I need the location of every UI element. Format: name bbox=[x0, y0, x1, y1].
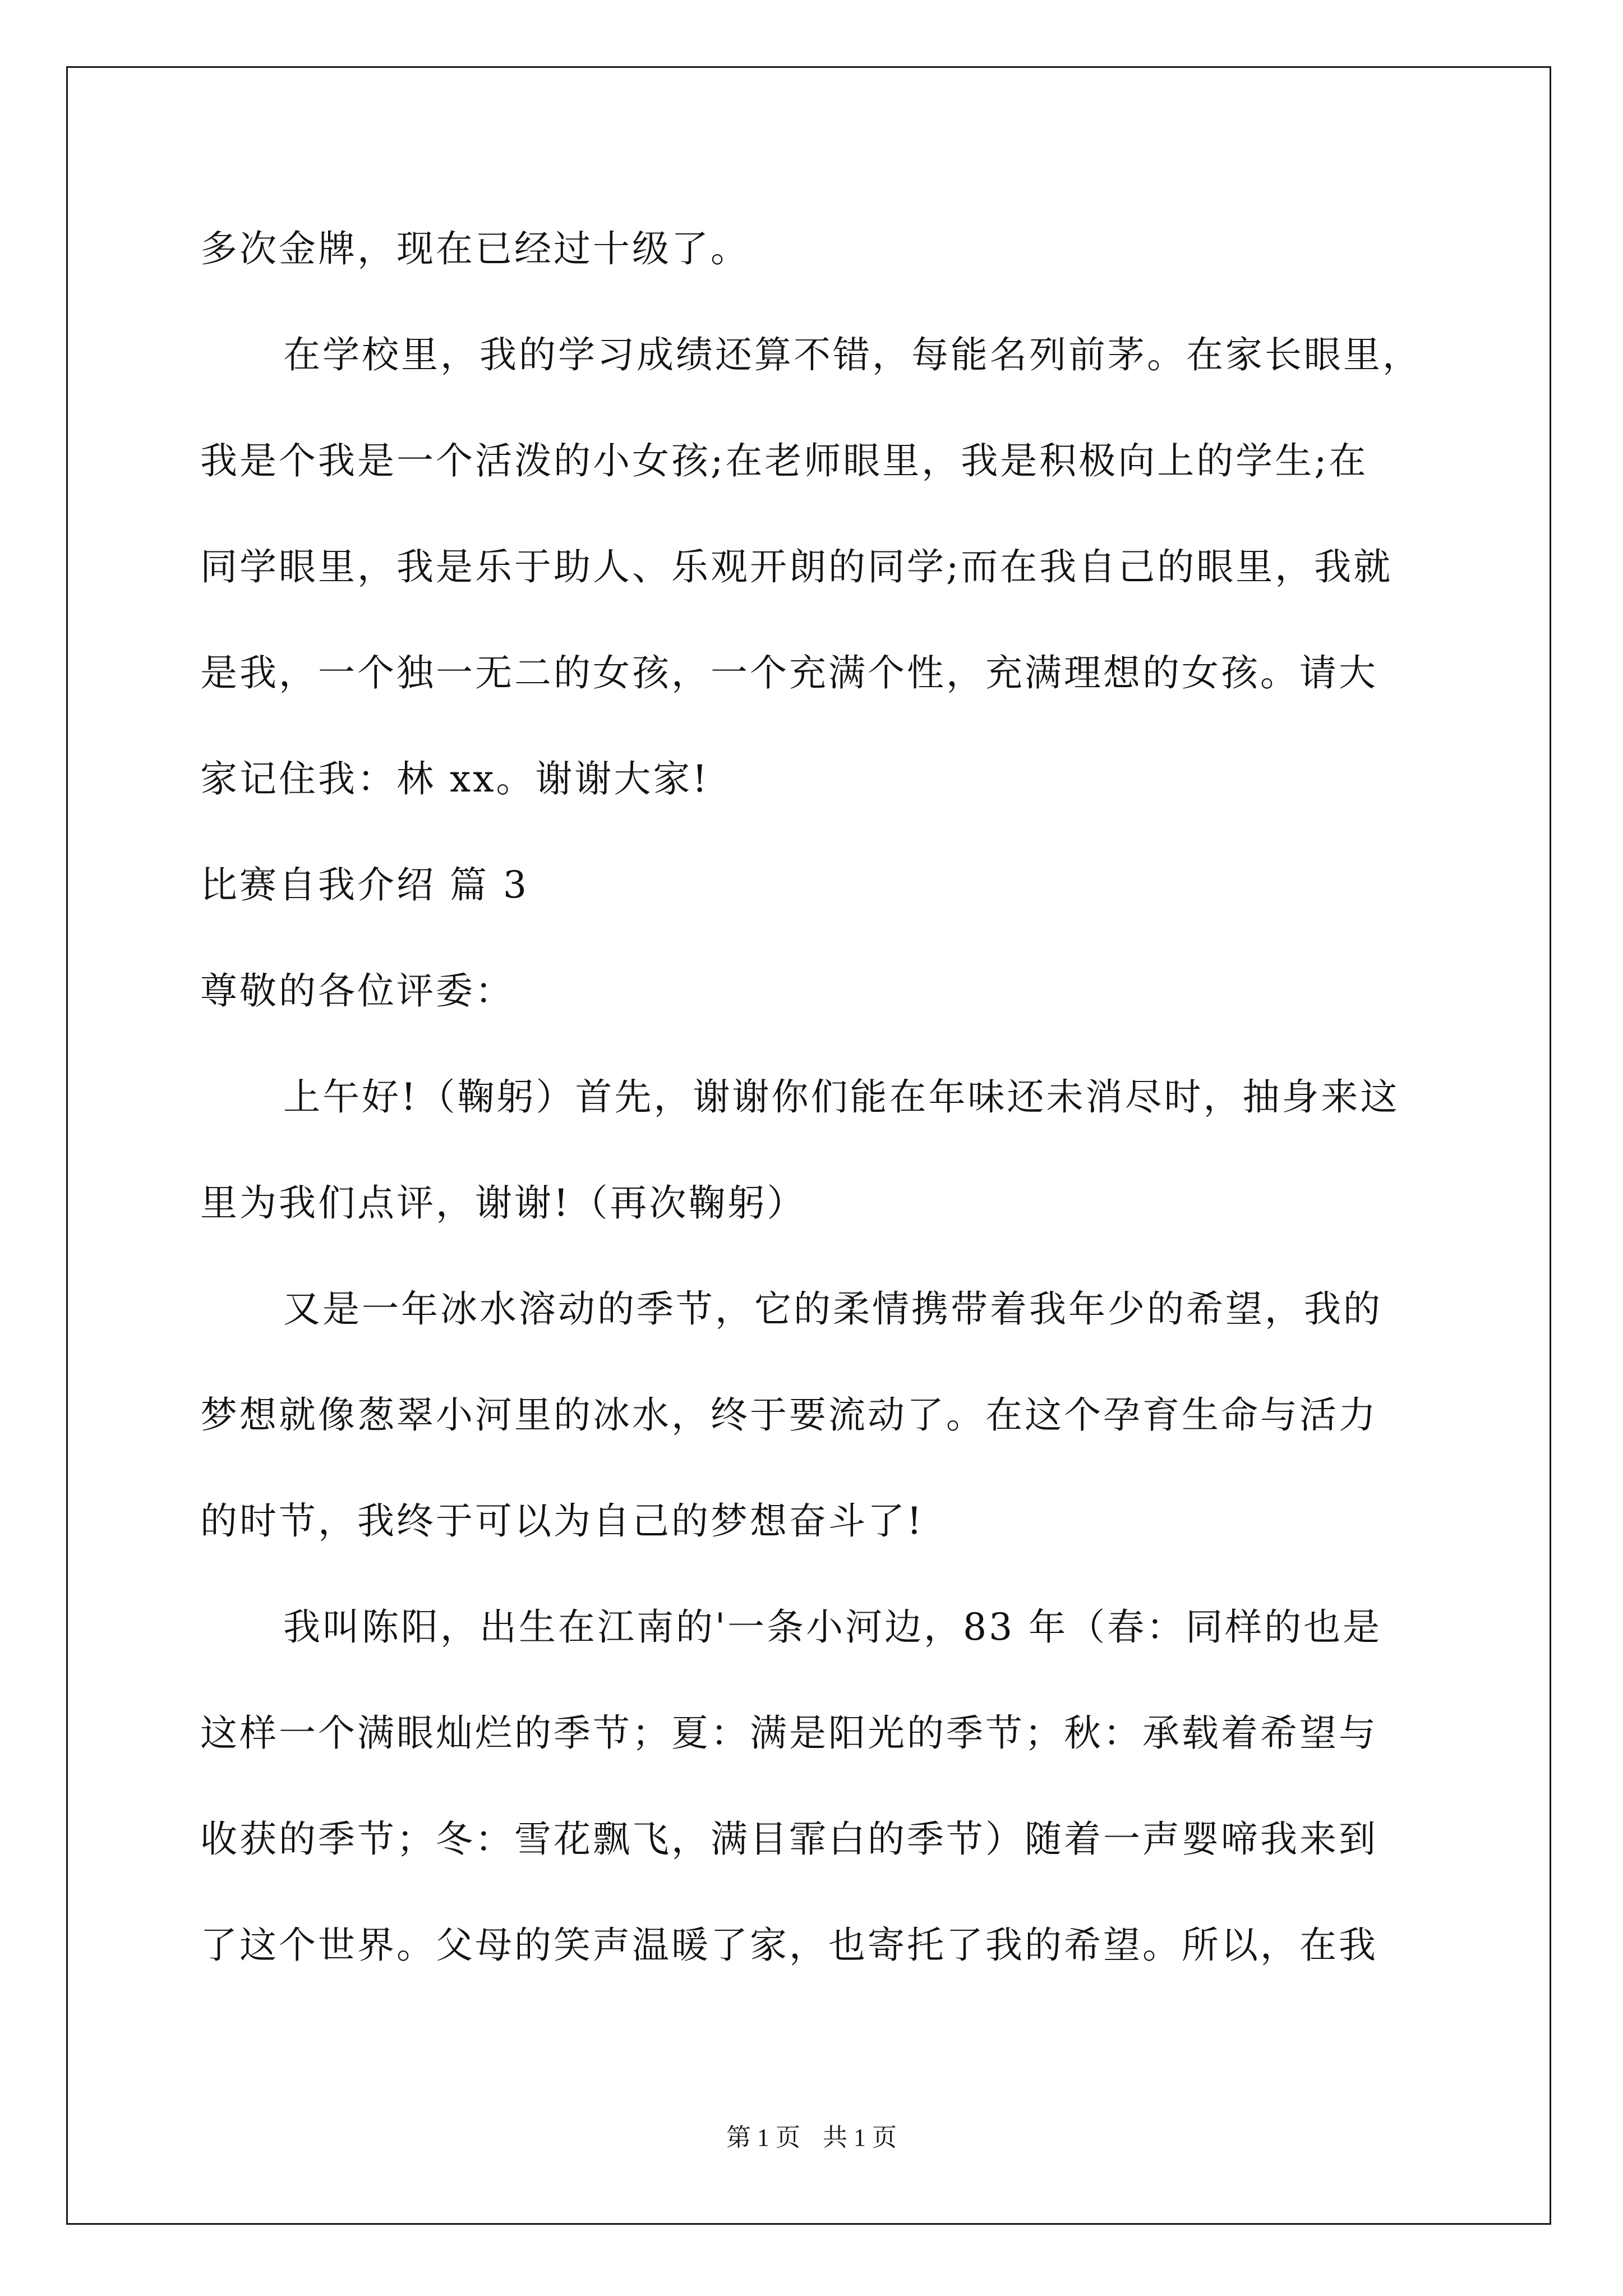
text-line: 同学眼里，我是乐于助人、乐观开朗的同学;而在我自己的眼里，我就 bbox=[200, 545, 1393, 588]
section-heading: 比赛自我介绍 篇 3 bbox=[200, 863, 529, 907]
text-line: 在学校里，我的学习成绩还算不错，每能名列前茅。在家长眼里， bbox=[283, 333, 1422, 376]
text-line: 上午好!（鞠躬）首先，谢谢你们能在年味还未消尽时，抽身来这 bbox=[283, 1075, 1400, 1119]
text-line: 我叫陈阳，出生在江南的'一条小河边，83 年（春：同样的也是 bbox=[283, 1605, 1382, 1649]
page-total: 共 1 页 bbox=[823, 2124, 897, 2151]
text-line: 又是一年冰水溶动的季节，它的柔情携带着我年少的希望，我的 bbox=[283, 1287, 1382, 1331]
page-footer bbox=[0, 2122, 1623, 2154]
salutation: 尊敬的各位评委： bbox=[200, 969, 514, 1013]
text-line: 家记住我：林 xx。谢谢大家! bbox=[200, 757, 709, 800]
text-line: 梦想就像葱翠小河里的冰水，终于要流动了。在这个孕育生命与活力 bbox=[200, 1393, 1378, 1437]
page-number: 第 1 页 bbox=[726, 2124, 800, 2151]
text-line: 了这个世界。父母的笑声温暖了家，也寄托了我的希望。所以，在我 bbox=[200, 1924, 1378, 1967]
document-body bbox=[200, 223, 1434, 2026]
text-line: 这样一个满眼灿烂的季节；夏：满是阳光的季节；秋：承载着希望与 bbox=[200, 1711, 1378, 1755]
text-line: 里为我们点评，谢谢!（再次鞠躬） bbox=[200, 1181, 806, 1225]
text-line: 多次金牌，现在已经过十级了。 bbox=[200, 227, 750, 270]
text-line: 我是个我是一个活泼的小女孩;在老师眼里，我是积极向上的学生;在 bbox=[200, 439, 1368, 482]
text-line: 的时节，我终于可以为自己的梦想奋斗了! bbox=[200, 1499, 924, 1543]
text-line: 是我，一个独一无二的女孩，一个充满个性，充满理想的女孩。请大 bbox=[200, 651, 1378, 694]
text-line: 收获的季节；冬：雪花飘飞，满目霏白的季节）随着一声婴啼我来到 bbox=[200, 1818, 1378, 1861]
